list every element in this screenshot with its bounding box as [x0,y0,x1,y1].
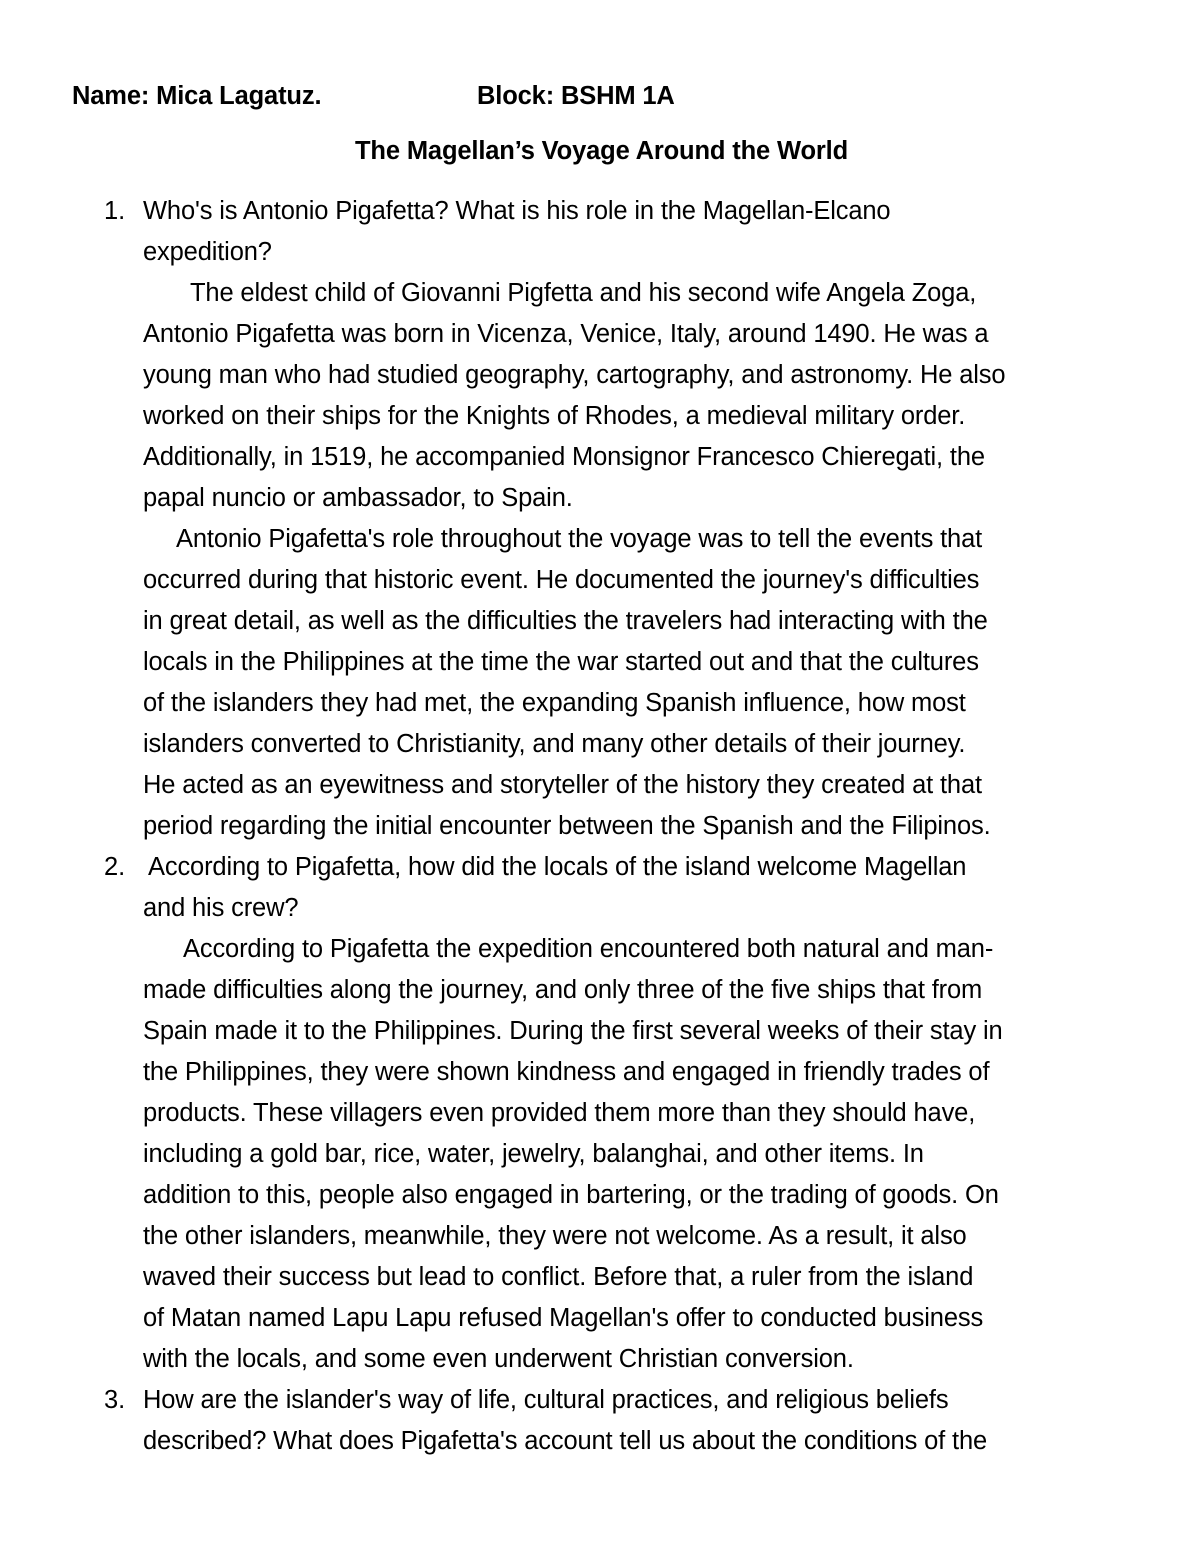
answer-2-line-11: with the locals, and some even underwent Christian conversion. [143,1345,854,1373]
answer-2-line-8: the other islanders, meanwhile, they were not welcome. As a result, it also [143,1222,967,1250]
question-1-line-2: expedition? [143,238,272,266]
question-1-number: 1. [104,197,126,225]
answer-2-line-3: Spain made it to the Philippines. During the first several weeks of their stay in [143,1017,1003,1045]
answer-2-line-7: addition to this, people also engaged in bartering, or the trading of goods. On [143,1181,999,1209]
answer-1-line-2: Antonio Pigafetta was born in Vicenza, Venice, Italy, around 1490. He was a [143,320,989,348]
question-3-number: 3. [104,1386,126,1414]
question-3-line-2: described? What does Pigafetta's account tell us about the conditions of the [143,1427,988,1455]
answer-1-line-3: young man who had studied geography, cartography, and astronomy. He also [143,361,1006,389]
answer-1-line-9: in great detail, as well as the difficulties the travelers had interacting with the [143,607,988,635]
answer-1-line-12: islanders converted to Christianity, and many other details of their journey. [143,730,966,758]
answer-1-line-7: Antonio Pigafetta's role throughout the voyage was to tell the events that [176,525,983,553]
answer-1-line-8: occurred during that historic event. He documented the journey's difficulties [143,566,980,594]
answer-2-line-9: waved their success but lead to conflict. Before that, a ruler from the island [143,1263,974,1291]
answer-2-line-4: the Philippines, they were shown kindness and engaged in friendly trades of [143,1058,990,1086]
answer-2-line-2: made difficulties along the journey, and only three of the five ships that from [143,976,983,1004]
question-3-line-1: How are the islander's way of life, cultural practices, and religious beliefs [143,1386,949,1414]
answer-2-line-6: including a gold bar, rice, water, jewelry, balanghai, and other items. In [143,1140,924,1168]
student-block: Block: BSHM 1A [477,82,675,110]
document-title: The Magellan’s Voyage Around the World [355,137,849,165]
question-2-line-1: According to Pigafetta, how did the locals of the island welcome Magellan [148,853,967,881]
question-2-line-2: and his crew? [143,894,299,922]
answer-2-line-5: products. These villagers even provided them more than they should have, [143,1099,976,1127]
answer-2-line-10: of Matan named Lapu Lapu refused Magellan's offer to conducted business [143,1304,984,1332]
answer-1-line-5: Additionally, in 1519, he accompanied Monsignor Francesco Chieregati, the [143,443,985,471]
question-2-number: 2. [104,853,126,881]
answer-2-line-1: According to Pigafetta the expedition encountered both natural and man- [183,935,994,963]
answer-1-line-1: The eldest child of Giovanni Pigfetta and his second wife Angela Zoga, [190,279,977,307]
answer-1-line-11: of the islanders they had met, the expanding Spanish influence, how most [143,689,966,717]
answer-1-line-14: period regarding the initial encounter between the Spanish and the Filipinos. [143,812,991,840]
student-name: Name: Mica Lagatuz. [72,82,322,110]
answer-1-line-10: locals in the Philippines at the time the war started out and that the cultures [143,648,979,676]
answer-1-line-6: papal nuncio or ambassador, to Spain. [143,484,573,512]
answer-1-line-13: He acted as an eyewitness and storyteller of the history they created at that [143,771,982,799]
answer-1-line-4: worked on their ships for the Knights of Rhodes, a medieval military order. [143,402,966,430]
question-1-line-1: Who's is Antonio Pigafetta? What is his role in the Magellan-Elcano [143,197,891,225]
